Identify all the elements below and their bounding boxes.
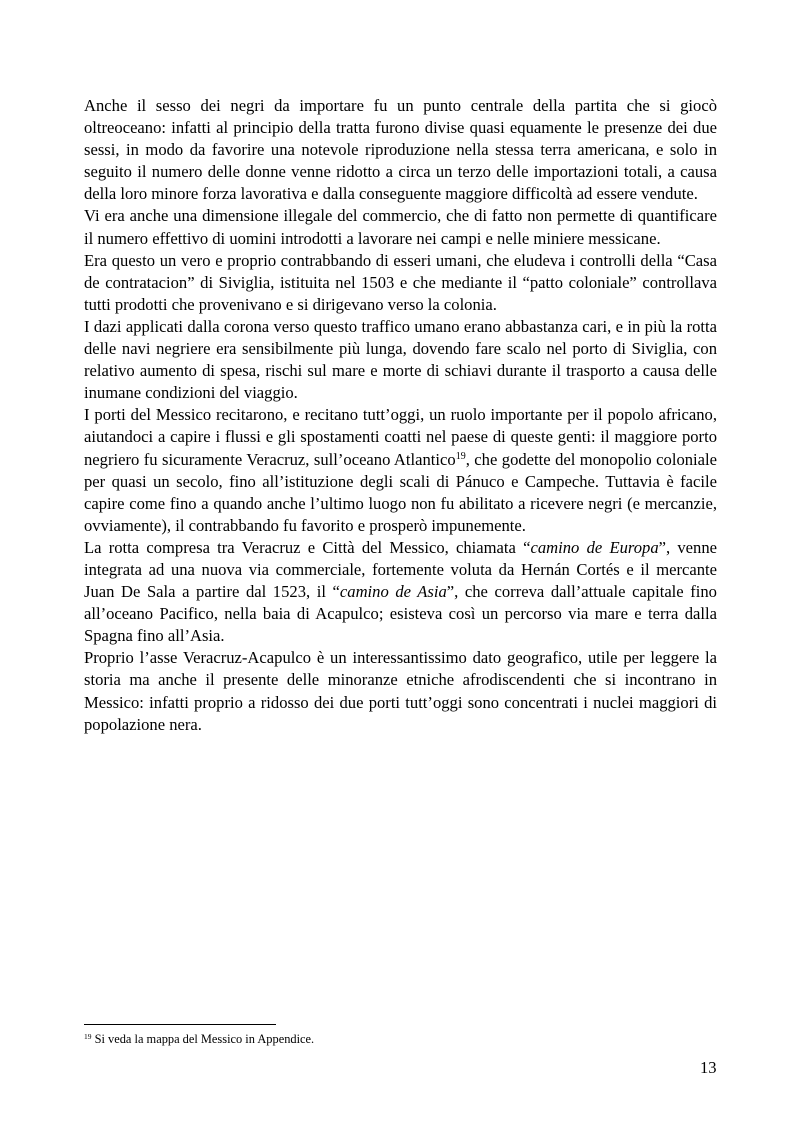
paragraph [84, 647, 717, 735]
text-run: Era questo un vero e proprio contrabbando di esseri umani, che eludeva i controlli della “Casa de contratacion” di Siviglia, istituita nel 1503 e che mediante il “patto coloniale” controllava tutti prodotti che provenivano e si dirigevano verso la colonia. [84, 250, 717, 314]
italic-phrase: camino de Europa [530, 537, 659, 557]
text-run: Anche il sesso dei negri da importare fu un punto centrale della partita che si giocò oltreoceano: infatti al principio della tratta furono divise quasi equamente le presenze dei due sessi, in modo da favorire una notevole riproduzione nella stessa terra americana, e solo in seguito il numero delle donne venne ridotto a circa un terzo delle importazioni totali, a causa della loro minore forza lavorativa e dalla conseguente maggiore difficoltà ad essere vendute. [84, 96, 717, 204]
text-run: ”, che correva dall’attuale capitale fino all’oceano Pacifico, nella baia di Acapulco; esisteva così un percorso via mare e terra dalla Spagna fino all’Asia. [84, 582, 717, 646]
paragraph [84, 95, 717, 205]
footnote-marker: 19 [84, 1032, 92, 1041]
text-run: , che godette del monopolio coloniale per quasi un secolo, fino all’istituzione degli scali di Pánuco e Campeche. Tuttavia è facile capire come fino a quando anche l’ultimo luogo non fu abilitato a ricevere negri (e mercanzie, ovviamente), il contrabbando fu favorito e prosperò impunemente. [84, 449, 717, 535]
footnote-text: Si veda la mappa del Messico in Appendice. [91, 1032, 315, 1046]
footnote-reference: 19 [455, 450, 466, 462]
footnote [84, 1032, 717, 1047]
text-run: Vi era anche una dimensione illegale del commercio, che di fatto non permette di quantificare il numero effettivo di uomini introdotti a lavorare nei campi e nelle miniere messicane. [84, 206, 717, 248]
text-run: La rotta compresa tra Veracruz e Città del Messico, chiamata “ [84, 537, 531, 557]
text-run: I dazi applicati dalla corona verso questo traffico umano erano abbastanza cari, e in più la rotta delle navi negriere era sensibilmente più lunga, dovendo fare scalo nel porto di Siviglia, con relativo aumento di spesa, rischi sul mare e morte di schiavi durante il trasporto a causa delle inumane condizioni del viaggio. [84, 316, 717, 403]
paragraph [84, 404, 717, 537]
paragraph [84, 250, 717, 316]
page-number: 13 [700, 1058, 717, 1077]
text-run: ”, venne integrata ad una nuova via commerciale, fortemente voluta da Hernán Cortés e il mercante Juan De Sala a partire dal 1523, il “ [84, 537, 717, 602]
paragraph [84, 537, 717, 647]
paragraph [84, 316, 717, 404]
text-run: Proprio l’asse Veracruz-Acapulco è un interessantissimo dato geografico, utile per leggere la storia ma anche il presente delle minoranze etniche afrodiscendenti che si incontrano in Messico: infatti proprio a ridosso dei due porti tutt’oggi sono concentrati i nuclei maggiori di popolazione nera. [84, 648, 717, 734]
footnote-separator [84, 1024, 276, 1025]
italic-phrase: camino de Asia [339, 582, 447, 602]
body-text [84, 95, 717, 736]
paragraph [84, 205, 717, 249]
text-run: I porti del Messico recitarono, e recitano tutt’oggi, un ruolo importante per il popolo africano, aiutandoci a capire i flussi e gli spostamenti coatti nel paese di queste genti: il maggiore porto negriero fu sicuramente Veracruz, sull’oceano Atlantico [84, 405, 717, 469]
